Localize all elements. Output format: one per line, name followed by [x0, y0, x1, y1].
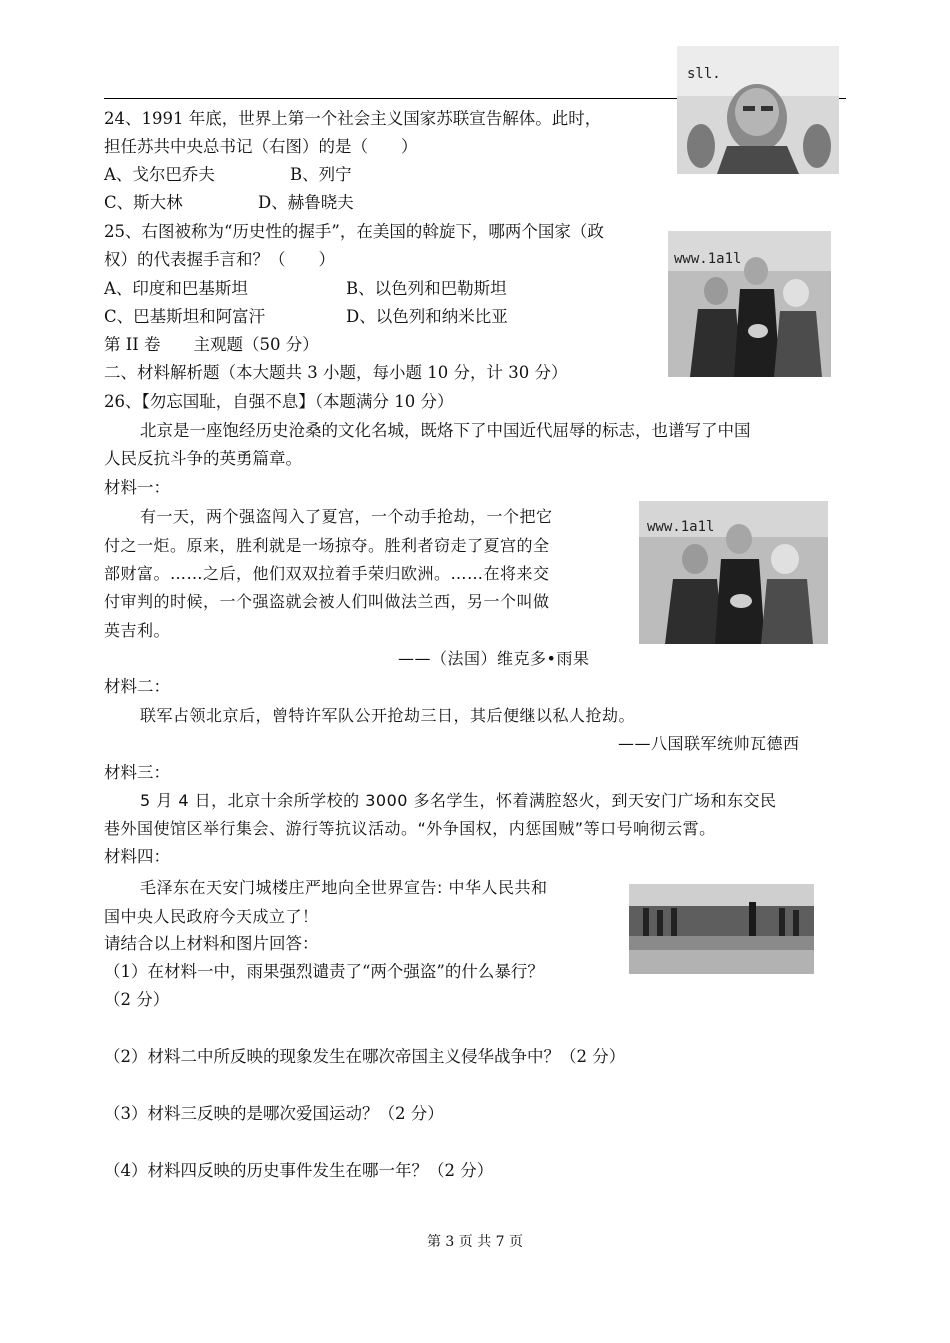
- q25-option-c: C、巴基斯坦和阿富汗: [104, 307, 266, 326]
- material2-line1: 联军占领北京后，曾特许军队公开抢劫三日，其后便继以私人抢劫。: [140, 706, 636, 725]
- q25-stem-line2: 权）的代表握手言和？（ ）: [104, 250, 335, 269]
- subquestion-1-score: （2 分）: [104, 990, 170, 1009]
- q25-option-d: D、以色列和纳米比亚: [346, 307, 508, 326]
- material1-source: ——（法国）维克多•雨果: [398, 649, 590, 668]
- page-number: 第 3 页 共 7 页: [426, 1234, 524, 1250]
- material3-label: 材料三：: [104, 763, 170, 782]
- material1-line2: 付之一炬。原来，胜利就是一场掠夺。胜利者窃走了夏宫的全: [104, 536, 550, 555]
- q26-title: 26、【勿忘国耻，自强不息】（本题满分 10 分）: [104, 392, 454, 411]
- q25-option-b: B、以色列和巴勒斯坦: [346, 279, 507, 298]
- material1-line1: 有一天，两个强盗闯入了夏宫，一个动手抢劫，一个把它: [140, 507, 553, 526]
- section-heading: 二、材料解析题（本大题共 3 小题，每小题 10 分，计 30 分）: [104, 363, 568, 382]
- material1-photo: [639, 501, 828, 644]
- svg-text:sll.: sll.: [687, 66, 721, 82]
- subquestion-1: （1）在材料一中，雨果强烈谴责了“两个强盗”的什么暴行？: [104, 962, 544, 981]
- svg-text:www.1a1l: www.1a1l: [674, 251, 742, 267]
- q26-intro-line2: 人民反抗斗争的英勇篇章。: [104, 449, 302, 468]
- material1-label: 材料一：: [104, 478, 170, 497]
- q24-option-a: A、戈尔巴乔夫: [104, 165, 215, 184]
- q25-stem-line1: 25、右图被称为“历史性的握手”，在美国的斡旋下，哪两个国家（政: [104, 222, 604, 241]
- material4-line2: 国中央人民政府今天成立了！: [104, 907, 319, 926]
- part2-title: 第 II 卷 主观题（50 分）: [104, 335, 319, 354]
- subquestion-4: （4）材料四反映的历史事件发生在哪一年？（2 分）: [104, 1161, 494, 1180]
- answer-prompt: 请结合以上材料和图片回答：: [104, 934, 319, 953]
- material2-source: ——八国联军统帅瓦德西: [618, 734, 800, 753]
- material1-line4: 付审判的时候，一个强盗就会被人们叫做法兰西，另一个叫做: [104, 592, 550, 611]
- gorbachev-photo: [677, 46, 839, 174]
- material1-line3: 部财富。……之后，他们双双拉着手荣归欧洲。……在将来交: [104, 564, 550, 583]
- q24-option-d: D、赫鲁晓夫: [258, 193, 354, 212]
- q25-option-a: A、印度和巴基斯坦: [104, 279, 248, 298]
- founding-ceremony-photo: [629, 884, 814, 974]
- material3-line2: 巷外国使馆区举行集会、游行等抗议活动。“外争国权，内惩国贼”等口号响彻云霄。: [104, 819, 716, 838]
- material3-line1: 5 月 4 日，北京十余所学校的 3000 多名学生，怀着满腔怒火，到天安门广场和东交民: [140, 791, 777, 810]
- material4-label: 材料四：: [104, 847, 170, 866]
- material1-line5: 英吉利。: [104, 621, 171, 640]
- q26-intro-line1: 北京是一座饱经历史沧桑的文化名城，既烙下了中国近代屈辱的标志，也谱写了中国: [140, 421, 751, 440]
- material4-line1: 毛泽东在天安门城楼庄严地向全世界宣告: 中华人民共和: [140, 878, 548, 897]
- q24-option-c: C、斯大林: [104, 193, 183, 212]
- q24-stem-line1: 24、1991 年底，世界上第一个社会主义国家苏联宣告解体。此时，: [104, 109, 602, 128]
- q24-stem-line2: 担任苏共中央总书记（右图）的是（ ）: [104, 137, 418, 156]
- subquestion-2: （2）材料二中所反映的现象发生在哪次帝国主义侵华战争中？（2 分）: [104, 1047, 626, 1066]
- svg-text:www.1a1l: www.1a1l: [647, 519, 715, 535]
- subquestion-3: （3）材料三反映的是哪次爱国运动？（2 分）: [104, 1104, 444, 1123]
- handshake-photo: [668, 231, 831, 377]
- q24-option-b: B、列宁: [290, 165, 352, 184]
- material2-label: 材料二：: [104, 677, 170, 696]
